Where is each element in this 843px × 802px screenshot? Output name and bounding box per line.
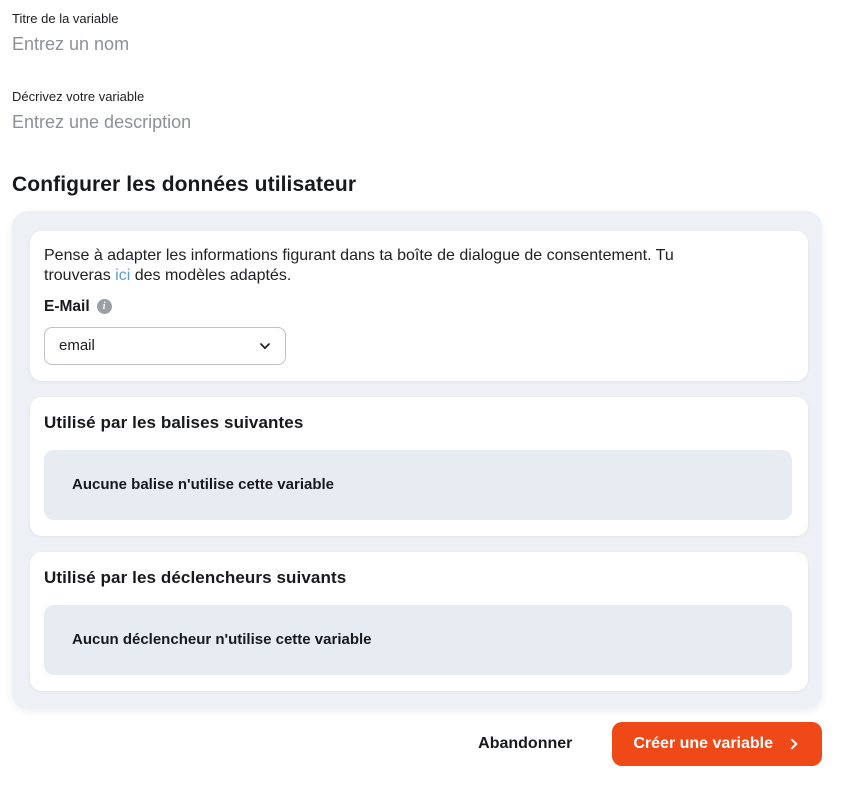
variable-description-input[interactable] bbox=[12, 108, 612, 141]
consent-note-text-after: des modèles adaptés. bbox=[134, 267, 292, 285]
variable-description-group bbox=[12, 89, 822, 141]
email-field-label: E-Mail bbox=[44, 297, 90, 315]
consent-email-card bbox=[30, 231, 808, 381]
consent-note-text-before: Pense à adapter les informations figurant dans ta boîte de dialogue de consentement. Tu trouveras bbox=[44, 247, 674, 285]
tags-usage-heading: Utilisé par les balises suivantes bbox=[44, 412, 304, 432]
tags-empty-message: Aucune balise n'utilise cette variable bbox=[72, 476, 334, 494]
info-icon[interactable]: i bbox=[97, 299, 112, 314]
tags-usage-card bbox=[30, 397, 808, 536]
chevron-right-icon bbox=[787, 737, 801, 751]
create-variable-button-label: Créer une variable bbox=[633, 734, 773, 752]
configure-user-data-heading: Configurer les données utilisateur bbox=[12, 173, 357, 196]
triggers-usage-heading: Utilisé par les déclencheurs suivants bbox=[44, 567, 347, 587]
user-data-panel bbox=[12, 211, 822, 709]
abandon-button[interactable]: Abandonner bbox=[478, 734, 573, 752]
variable-title-group bbox=[12, 11, 822, 63]
consent-note bbox=[44, 246, 692, 287]
triggers-usage-card bbox=[30, 552, 808, 691]
variable-title-label: Titre de la variable bbox=[12, 11, 119, 26]
variable-title-input[interactable] bbox=[12, 30, 612, 63]
email-label-row bbox=[44, 298, 792, 316]
tags-empty-state bbox=[44, 450, 792, 520]
variable-description-label: Décrivez votre variable bbox=[12, 89, 145, 104]
chevron-down-icon bbox=[258, 339, 272, 353]
footer-actions bbox=[12, 722, 822, 766]
triggers-empty-state bbox=[44, 605, 792, 675]
consent-templates-link[interactable]: ici bbox=[115, 267, 131, 285]
triggers-empty-message: Aucun déclencheur n'utilise cette variable bbox=[72, 631, 372, 649]
email-select-value: email bbox=[59, 337, 95, 355]
create-variable-button[interactable] bbox=[612, 722, 822, 766]
email-variable-select[interactable] bbox=[44, 327, 286, 365]
